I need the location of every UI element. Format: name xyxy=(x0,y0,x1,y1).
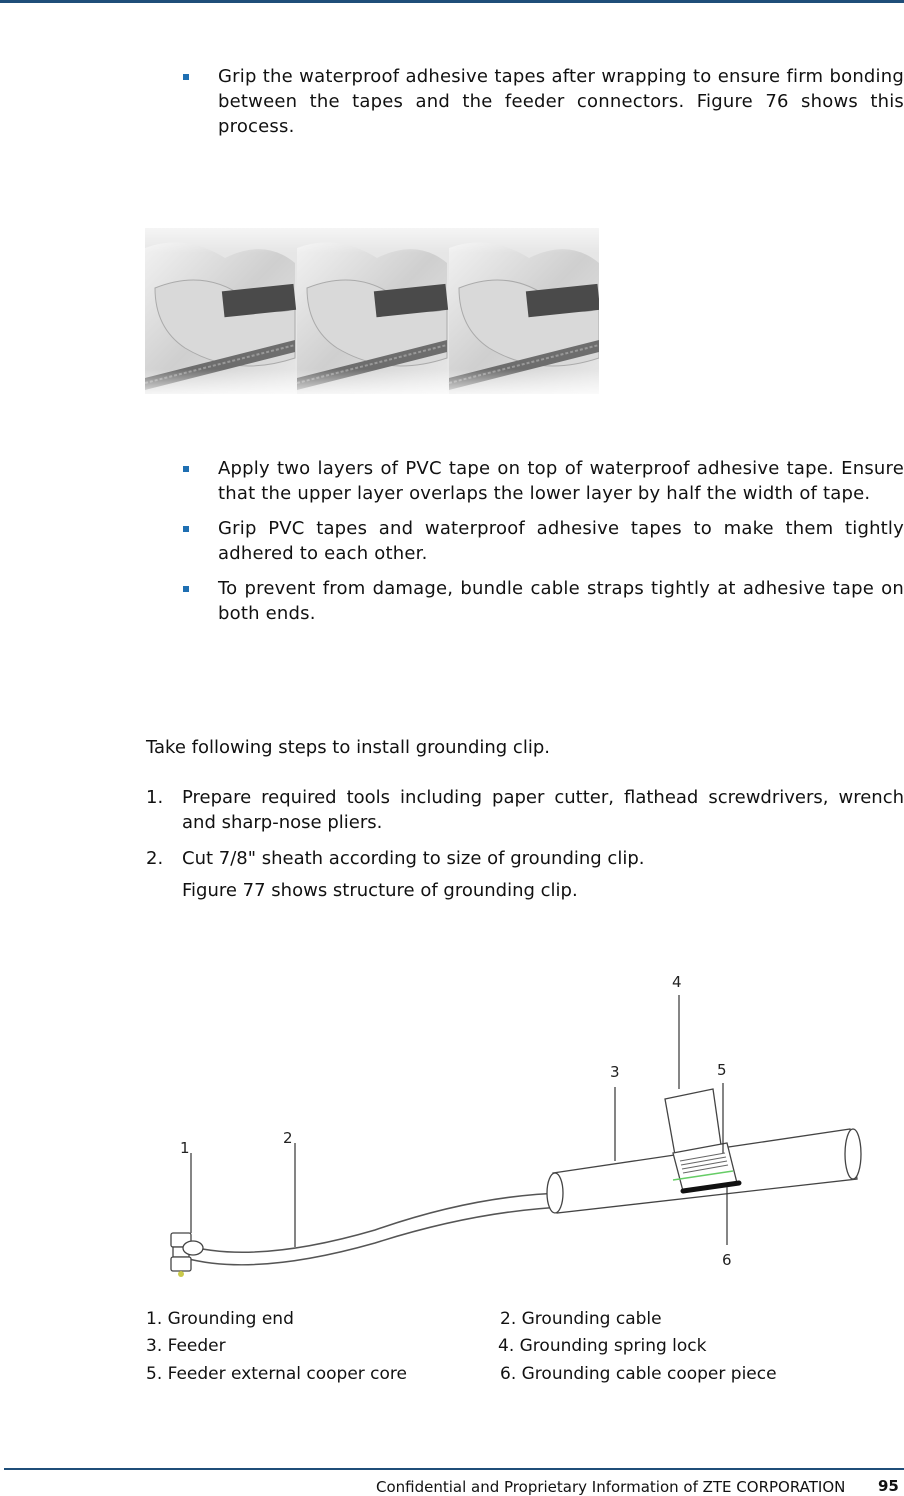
diagram-label-6: 6 xyxy=(722,1251,732,1269)
diagram-label-4: 4 xyxy=(672,973,682,991)
legend-item: 4. Grounding spring lock xyxy=(498,1336,707,1356)
legend-item: 6. Grounding cable cooper piece xyxy=(500,1364,777,1384)
footer-confidential-text: Confidential and Proprietary Information of ZTE CORPORATION xyxy=(376,1478,846,1496)
bullet-item: Grip PVC tapes and waterproof adhesive tapes to make them tightly adhered to each other. xyxy=(180,516,904,566)
legend-item: 1. Grounding end xyxy=(146,1309,294,1329)
step-item xyxy=(146,785,904,835)
footer-rule xyxy=(4,1468,904,1470)
step-text: Prepare required tools including paper cutter, flathead screwdrivers, wrench and sharp-nose pliers. xyxy=(182,787,904,833)
figure-76-photo xyxy=(145,228,599,394)
diagram-label-3: 3 xyxy=(610,1063,620,1081)
grounding-cable-lower xyxy=(185,1207,565,1265)
bullet-item: Grip the waterproof adhesive tapes after wrapping to ensure firm bonding between the tapes and the feeder connectors. Figure 76 shows this process. xyxy=(180,64,904,139)
step-number: 2. xyxy=(146,848,164,869)
steps-list xyxy=(146,785,904,903)
bullet-item: Apply two layers of PVC tape on top of waterproof adhesive tape. Ensure that the upper layer overlaps the lower layer by half the width of tape. xyxy=(180,456,904,506)
page-number: 95 xyxy=(878,1477,899,1495)
diagram-label-2: 2 xyxy=(283,1129,293,1147)
step-item xyxy=(146,846,904,871)
figure-77-grounding-clip-diagram xyxy=(145,965,865,1285)
diagram-label-1: 1 xyxy=(180,1139,190,1157)
header-rule xyxy=(0,0,904,3)
step-note: Figure 77 shows structure of grounding clip. xyxy=(182,880,578,901)
step-text: Cut 7/8" sheath according to size of grounding clip. xyxy=(182,848,645,869)
diagram-label-5: 5 xyxy=(717,1061,727,1079)
grounding-end xyxy=(171,1233,203,1277)
intro-paragraph: Take following steps to install grounding clip. xyxy=(146,737,550,758)
bullet-item: To prevent from damage, bundle cable straps tightly at adhesive tape on both ends. xyxy=(180,576,904,626)
legend-item: 2. Grounding cable xyxy=(500,1309,662,1329)
legend-item: 5. Feeder external cooper core xyxy=(146,1364,408,1384)
legend-item: 3. Feeder xyxy=(146,1336,226,1356)
bullet-list-top xyxy=(180,64,904,149)
bullet-list-middle xyxy=(180,456,904,636)
step-number: 1. xyxy=(146,787,164,808)
